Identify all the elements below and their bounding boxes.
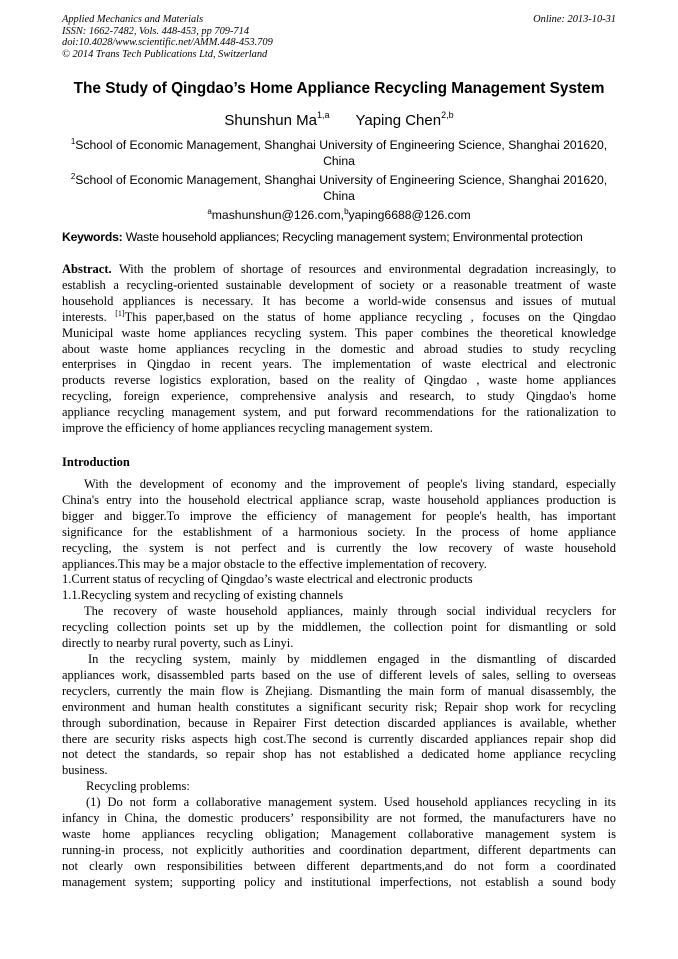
text-line: household appliances is necessary. It has become a world-wide consensus and issues of mutual: [62, 293, 616, 308]
copyright-line: © 2014 Trans Tech Publications Ltd, Switzerland: [62, 48, 268, 60]
keywords-label: Keywords:: [62, 230, 123, 244]
text-line: With the problem of shortage of resources and environmental degradation increasingly, to: [111, 262, 616, 276]
text-line: recycling, the system is not perfect and is currently the low recovery of waste household: [62, 540, 616, 555]
text-line: This paper,based on the status of home appliance recycling , focuses on the Qingdao: [124, 309, 616, 324]
text-line: With the development of economy and the improvement of people's living standard, especially: [84, 477, 616, 491]
affiliation-country: China: [323, 189, 355, 203]
affiliation: [62, 137, 616, 169]
email-superscript: a: [207, 207, 212, 216]
author-superscript: 1,a: [316, 110, 330, 120]
online-date: Online: 2013-10-31: [533, 14, 616, 25]
text-line: management system; supporting policy and institutional imperfections, not establish a sound body: [62, 874, 616, 889]
subsection-heading: 1.Current status of recycling of Qingdao’s waste electrical and electronic products: [62, 572, 473, 587]
subsection-heading: 1.1.Recycling system and recycling of existing channels: [62, 588, 344, 603]
section-heading: Introduction: [62, 455, 130, 469]
author-superscript: 2,b: [441, 110, 454, 120]
introduction-body: [62, 477, 616, 891]
author-name: Shunshun Ma: [224, 112, 317, 129]
text-line: products reverse logistics exploration, based on the reality of Qingdao , waste home appliances: [62, 373, 616, 388]
author-list: [0, 112, 678, 129]
text-line: The recovery of waste household appliances, mainly through social individual recyclers for: [84, 604, 616, 619]
citation-ref: [1]: [115, 308, 125, 318]
abstract: [62, 262, 616, 437]
text-line: bigger and bigger.To improve the efficiency of management for people's health, has important: [62, 508, 616, 523]
paper-title: The Study of Qingdao’s Home Appliance Recycling Management System: [73, 80, 605, 97]
text-line: Municipal waste home appliances recycling system. This paper combines the theoretical knowledge: [62, 325, 616, 340]
email-address[interactable]: mashunshun@126.com,: [211, 208, 345, 222]
text-line: interests.: [62, 309, 116, 324]
text-line: running-in process, not explicitly authorities and coordination department, different departments can: [62, 842, 616, 857]
text-line: appliances work, disassembled parts based on the use of different levels of sales, selling to overseas: [62, 667, 616, 682]
text-line: establish a recycling-oriented sustainable development of society or a reasonable treatment of waste: [62, 277, 616, 292]
text-line: appliance recycling management system, and put forward recommendations for the rationalization to: [62, 405, 616, 420]
abstract-label: Abstract.: [62, 262, 112, 276]
text-line: there are security risks aspects high cost.The second is currently discarded appliances repair shop did: [62, 731, 616, 746]
affiliation-superscript: 1: [70, 137, 76, 146]
text-line: significance for the establishment of a harmonious society. In the process of home appliance: [62, 524, 616, 539]
doi-line: doi:10.4028/www.scientific.net/AMM.448-453.709: [62, 37, 273, 49]
affiliation-text: School of Economic Management, Shanghai University of Engineering Science, Shanghai 201620,: [75, 138, 608, 152]
text-line: recycling, foreign experience, comprehensive analysis and research, to study Qingdao's home: [62, 389, 616, 404]
text-line: business.: [62, 763, 108, 778]
text-line: recycling collection points set up by the middlemen, the collection point for dismantling or sold: [62, 620, 616, 635]
text-line: recyclers, currently the main flow is Zhejiang. Dismantling the main form of manual disassembly, the: [62, 683, 616, 698]
text-line: enterprises in Qingdao in recent years. The implementation of waste electrical and electronic: [62, 357, 616, 372]
text-line: not detect the standards, so repair shop has not established a dedicated home appliance recycling: [62, 747, 616, 762]
journal-name: Applied Mechanics and Materials: [62, 14, 204, 25]
text-line: not clearly own responsibilities between different departments,and do not form a coordinated: [62, 858, 616, 873]
author-name: Yaping Chen: [355, 112, 442, 129]
email-address[interactable]: yaping6688@126.com: [348, 208, 471, 222]
affiliation-text: School of Economic Management, Shanghai University of Engineering Science, Shanghai 201620,: [75, 173, 608, 187]
text-line: improve the efficiency of home appliances recycling management system.: [62, 421, 433, 436]
text-line: waste home appliances recycling obligation; Management collaborative management system is: [62, 826, 616, 841]
author-emails: [0, 208, 678, 222]
text-line: through subordination, because in Repairer First detection discarded appliances is available, whether: [62, 715, 616, 730]
keywords: [62, 230, 622, 244]
issn-line: ISSN: 1662-7482, Vols. 448-453, pp 709-714: [62, 25, 250, 37]
email-superscript: b: [344, 207, 349, 216]
affiliation: [62, 172, 616, 204]
text-line: infancy in China, the domestic producers’ responsibility are not formed, the manufacturers have no: [62, 811, 616, 826]
text-line: Recycling problems:: [86, 779, 190, 794]
text-line: appliances.This may be a major obstacle to the effective implementation of recovery.: [62, 556, 487, 571]
affiliation-country: China: [323, 154, 355, 168]
text-line: In the recycling system, mainly by middlemen engaged in the dismantling of discarded: [88, 651, 616, 666]
journal-header: [62, 14, 616, 60]
text-line: directly to nearby rural poverty, such as Linyi.: [62, 636, 294, 651]
text-line: about waste home appliances recycling in the domestic and abroad studies to study recycling: [62, 341, 616, 356]
keywords-text: Waste household appliances; Recycling management system; Environmental protection: [122, 230, 583, 244]
text-line: environment and human health constitutes a significant security risk; Repair shop work for recycling: [62, 699, 616, 714]
text-line: China's entry into the household electrical appliance scrap, waste household appliances production is: [62, 492, 616, 507]
affiliation-superscript: 2: [70, 172, 76, 181]
text-line: (1) Do not form a collaborative management system. Used household appliances recycling in its: [86, 795, 616, 810]
